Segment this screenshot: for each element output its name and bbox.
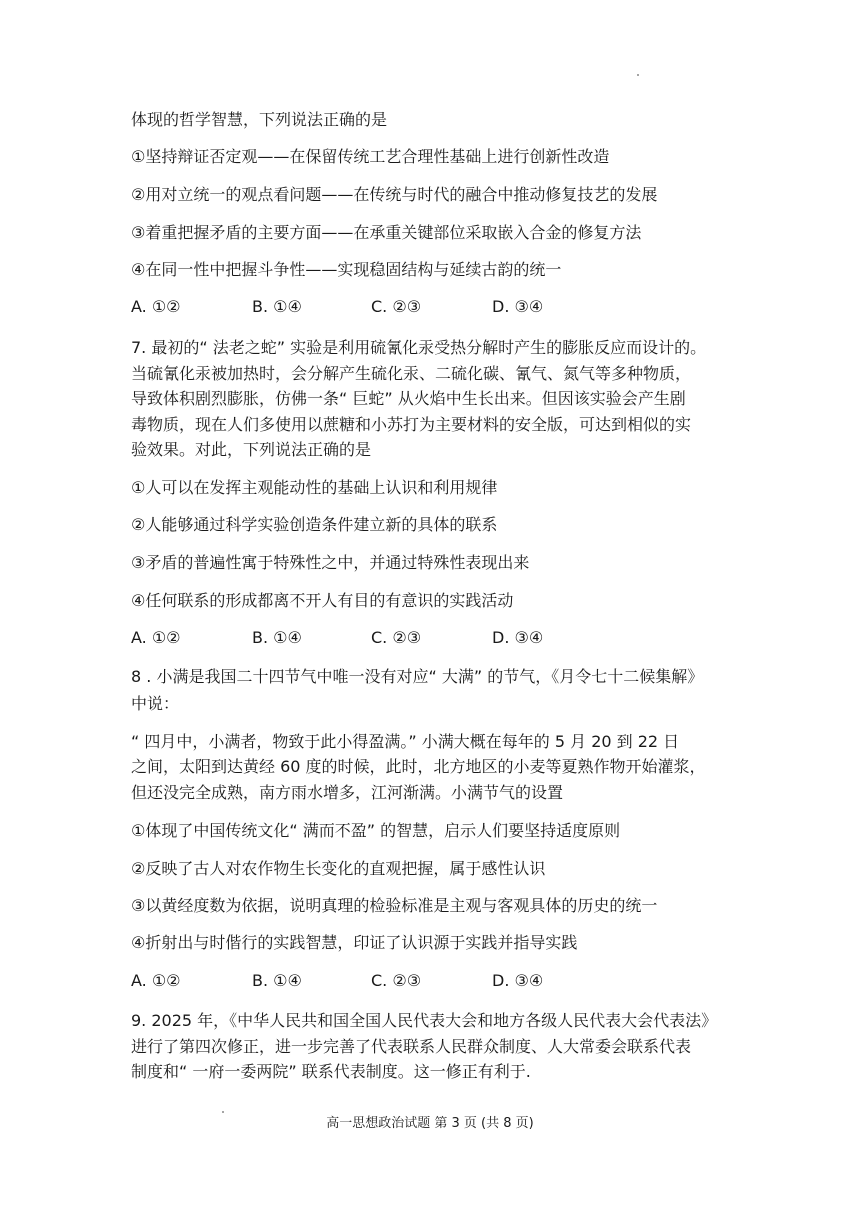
q7-stem-line-4: 毒物质，现在人们多使用以蔗糖和小苏打为主要材料的安全版，可达到相似的实: [131, 415, 692, 434]
q7-statement-1: ①人可以在发挥主观能动性的基础上认识和利用规律: [131, 478, 498, 497]
q8-option-b: B. ①④: [252, 971, 302, 990]
q6-option-c: C. ②③: [371, 297, 422, 316]
q7-stem-line-5: 验效果。对此，下列说法正确的是: [131, 440, 372, 459]
q8-stem-line-2: 中说：: [131, 694, 180, 713]
q8-option-d: D. ③④: [492, 971, 544, 990]
page-footer: 高一思想政治试题 第 3 页 (共 8 页): [326, 1116, 534, 1131]
q6-stem: 体现的哲学智慧，下列说法正确的是: [131, 110, 388, 129]
q6-statement-2: ②用对立统一的观点看问题——在传统与时代的融合中推动修复技艺的发展: [131, 185, 658, 204]
q9-stem-line-2: 进行了第四次修正，进一步完善了代表联系人民群众制度、人大常委会联系代表: [131, 1037, 692, 1056]
scan-speck: [222, 1111, 224, 1113]
q6-option-b: B. ①④: [252, 297, 302, 316]
q8-statement-1: ①体现了中国传统文化“ 满而不盈” 的智慧，启示人们要坚持适度原则: [131, 821, 621, 840]
q7-stem-line-1: 7. 最初的“ 法老之蛇” 实验是利用硫氰化汞受热分解时产生的膨胀反应而设计的。: [131, 338, 707, 357]
q9-stem-line-1: 9. 2025 年，《中华人民共和国全国人民代表大会和地方各级人民代表大会代表法》: [131, 1011, 718, 1030]
q7-option-a: A. ①②: [131, 628, 181, 647]
q9-stem-line-3: 制度和“ 一府一委两院” 联系代表制度。这一修正有利于.: [131, 1062, 531, 1081]
q8-option-a: A. ①②: [131, 971, 181, 990]
q6-statement-1: ①坚持辩证否定观——在保留传统工艺合理性基础上进行创新性改造: [131, 147, 610, 166]
q6-option-a: A. ①②: [131, 297, 181, 316]
q6-option-d: D. ③④: [492, 297, 544, 316]
q8-stem-line-4: 之间，太阳到达黄经 60 度的时候，此时，北方地区的小麦等夏熟作物开始灌浆，: [131, 757, 706, 776]
q8-statement-4: ④折射出与时偕行的实践智慧，印证了认识源于实践并指导实践: [131, 933, 578, 952]
q7-stem-line-3: 导致体积剧烈膨胀，仿佛一条“ 巨蛇” 从火焰中生长出来。但因该实验会产生剧: [131, 389, 686, 408]
q7-option-d: D. ③④: [492, 628, 544, 647]
q7-stem-line-2: 当硫氰化汞被加热时，会分解产生硫化汞、二硫化碳、氰气、氮气等多种物质，: [131, 364, 692, 383]
q8-stem-line-5: 但还没完全成熟，南方雨水增多，江河渐满。小满节气的设置: [131, 783, 564, 802]
q7-statement-3: ③矛盾的普遍性寓于特殊性之中，并通过特殊性表现出来: [131, 553, 530, 572]
q8-option-c: C. ②③: [371, 971, 422, 990]
scan-speck: [637, 74, 639, 76]
q7-statement-4: ④任何联系的形成都离不开人有目的有意识的实践活动: [131, 591, 514, 610]
q8-stem-line-3: “ 四月中，小满者，物致于此小得盈满。” 小满大概在每年的 5 月 20 到 22 日: [131, 732, 680, 751]
q7-statement-2: ②人能够通过科学实验创造条件建立新的具体的联系: [131, 515, 498, 534]
q8-statement-2: ②反映了古人对农作物生长变化的直观把握，属于感性认识: [131, 859, 546, 878]
q7-option-b: B. ①④: [252, 628, 302, 647]
q8-statement-3: ③以黄经度数为依据，说明真理的检验标准是主观与客观具体的历史的统一: [131, 896, 658, 915]
q6-statement-3: ③着重把握矛盾的主要方面——在承重关键部位采取嵌入合金的修复方法: [131, 223, 642, 242]
q7-option-c: C. ②③: [371, 628, 422, 647]
q6-statement-4: ④在同一性中把握斗争性——实现稳固结构与延续古韵的统一: [131, 260, 562, 279]
q8-stem-line-1: 8 . 小满是我国二十四节气中唯一没有对应“ 大满” 的节气，《月令七十二候集解》: [131, 667, 704, 686]
